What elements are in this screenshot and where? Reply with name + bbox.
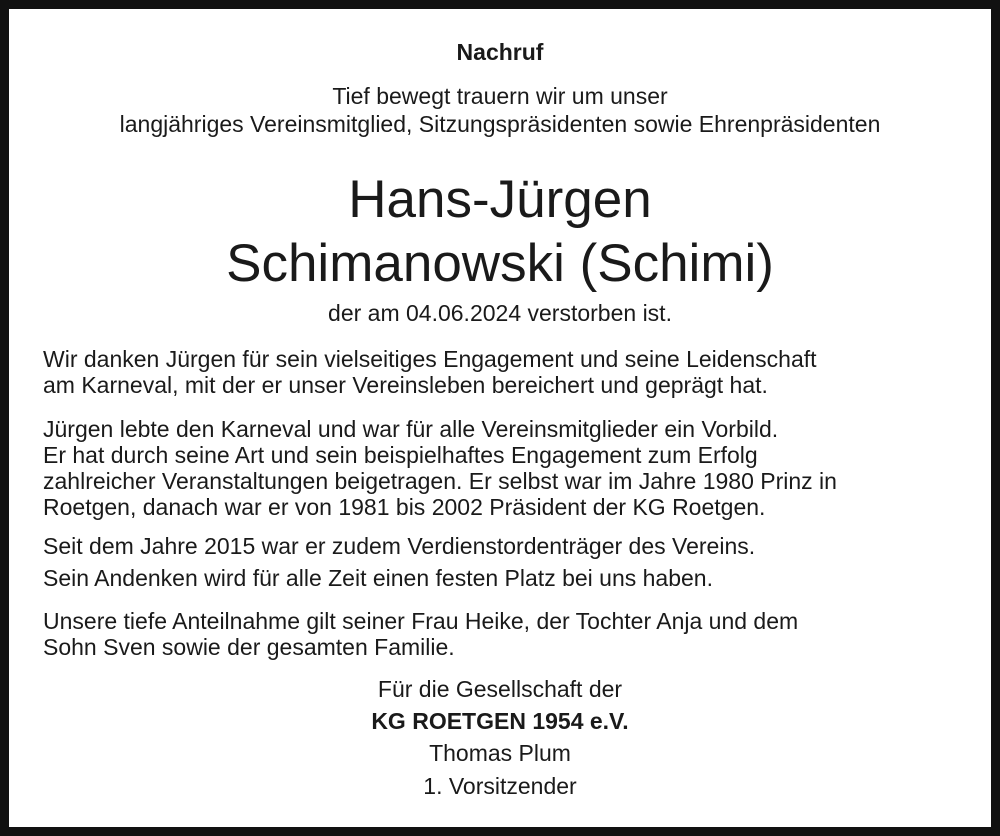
- paragraph-line: Jürgen lebte den Karneval und war für alle Vereinsmitglieder ein Vorbild.: [43, 416, 779, 442]
- notice-heading: Nachruf: [456, 39, 544, 65]
- signature-intro: Für die Gesellschaft der: [377, 676, 623, 702]
- signer-role: 1. Vorsitzender: [423, 773, 577, 799]
- paragraph-line: Unsere tiefe Anteilnahme gilt seiner Frau Heike, der Tochter Anja und dem: [43, 608, 799, 634]
- paragraph-line: Er hat durch seine Art und sein beispielhaftes Engagement zum Erfolg: [43, 442, 758, 468]
- paragraph-honors: [43, 533, 963, 559]
- paragraph-biography: [43, 416, 963, 520]
- paragraph-line: Sohn Sven sowie der gesamten Familie.: [43, 634, 455, 660]
- deceased-first-name: Hans-Jürgen: [348, 170, 652, 229]
- signer-name: Thomas Plum: [429, 740, 571, 766]
- paragraph-condolences: [43, 608, 963, 660]
- date-of-death-line: der am 04.06.2024 verstorben ist.: [328, 300, 672, 326]
- signature-block: [0, 675, 1000, 800]
- intro-text: [0, 82, 1000, 138]
- paragraph-line: am Karneval, mit der er unser Vereinsleben bereichert und geprägt hat.: [43, 372, 768, 398]
- intro-line: Tief bewegt trauern wir um unser: [332, 83, 668, 109]
- paragraph-line: Wir danken Jürgen für sein vielseitiges Engagement und seine Leidenschaft: [43, 346, 817, 372]
- deceased-name: [0, 168, 1000, 296]
- deceased-last-name: Schimanowski (Schimi): [226, 234, 774, 293]
- intro-line: langjähriges Vereinsmitglied, Sitzungspräsidenten sowie Ehrenpräsidenten: [119, 111, 881, 137]
- paragraph-remembrance: [43, 565, 963, 591]
- paragraph-line: Seit dem Jahre 2015 war er zudem Verdienstordenträger des Vereins.: [43, 533, 756, 559]
- paragraph-line: Sein Andenken wird für alle Zeit einen festen Platz bei uns haben.: [43, 565, 713, 591]
- paragraph-line: Roetgen, danach war er von 1981 bis 2002 Präsident der KG Roetgen.: [43, 494, 766, 520]
- paragraph-thanks: [43, 346, 963, 398]
- organization-name: KG ROETGEN 1954 e.V.: [371, 708, 629, 734]
- paragraph-line: zahlreicher Veranstaltungen beigetragen. Er selbst war im Jahre 1980 Prinz in: [43, 468, 837, 494]
